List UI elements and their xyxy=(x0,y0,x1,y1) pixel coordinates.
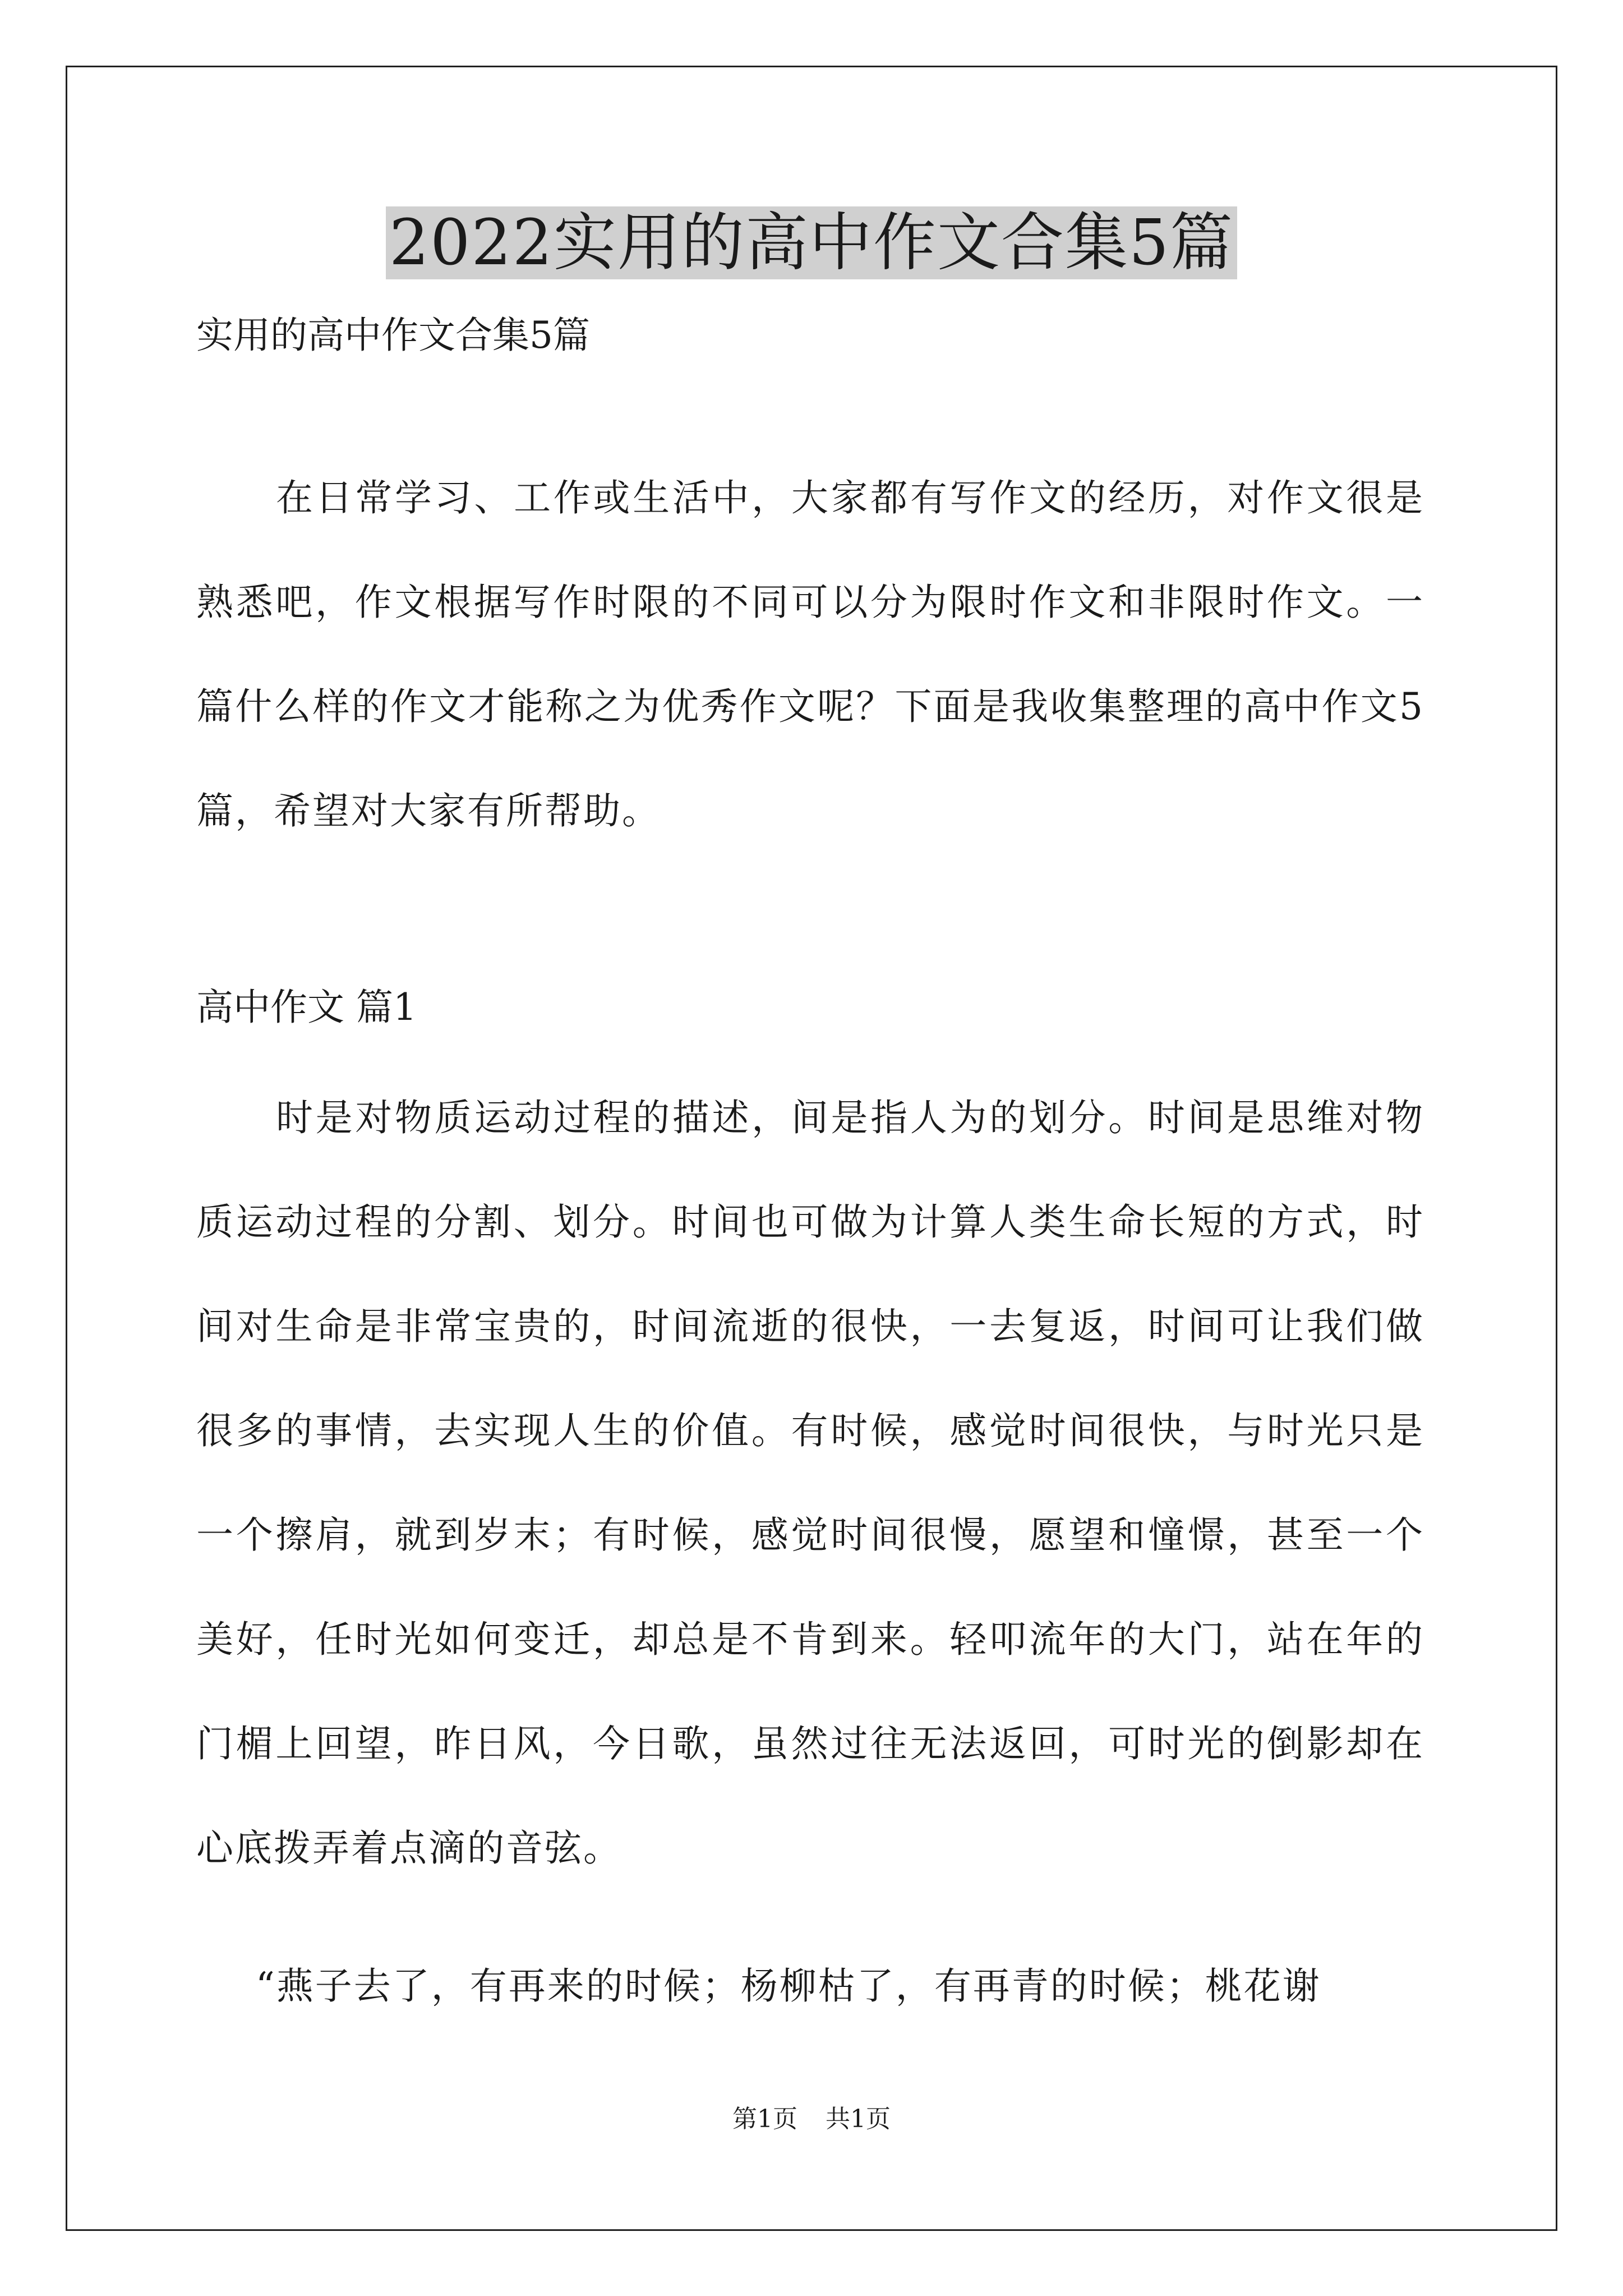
body-paragraph-quote: “燕子去了，有再来的时候；杨柳枯了，有再青的时候；桃花谢 xyxy=(256,1964,1321,2008)
document-title xyxy=(0,201,1623,285)
page-number: 第1页 xyxy=(732,2105,797,2133)
section-heading: 高中作文 篇1 xyxy=(196,986,417,1029)
body-paragraph: 时是对物质运动过程的描述，间是指人为的划分。时间是思维对物质运动过程的分割、划分。时间也可做为计算人类生命长短的方式，时间对生命是非常宝贵的，时间流逝的很快，一去复返，时间可让我们做很多的事情，去实现人生的价值。有时候，感觉时间很快，与时光只是一个擦肩，就到岁末；有时候，感觉时间很慢，愿望和憧憬，甚至一个美好，任时光如何变迁，却总是不肯到来。轻叩流年的大门，站在年的门楣上回望，昨日风，今日歌，虽然过往无法返回，可时光的倒影却在心底拨弄着点滴的音弦。 xyxy=(196,1096,1424,1870)
page-footer xyxy=(0,2102,1623,2136)
document-subtitle: 实用的高中作文合集5篇 xyxy=(196,314,590,357)
page-total: 共1页 xyxy=(826,2105,891,2133)
intro-paragraph: 在日常学习、工作或生活中，大家都有写作文的经历，对作文很是熟悉吧，作文根据写作时限的不同可以分为限时作文和非限时作文。一篇什么样的作文才能称之为优秀作文呢？下面是我收集整理的高中作文5篇，希望对大家有所帮助。 xyxy=(196,476,1424,832)
document-title-text: 2022实用的高中作文合集5篇 xyxy=(386,206,1237,279)
